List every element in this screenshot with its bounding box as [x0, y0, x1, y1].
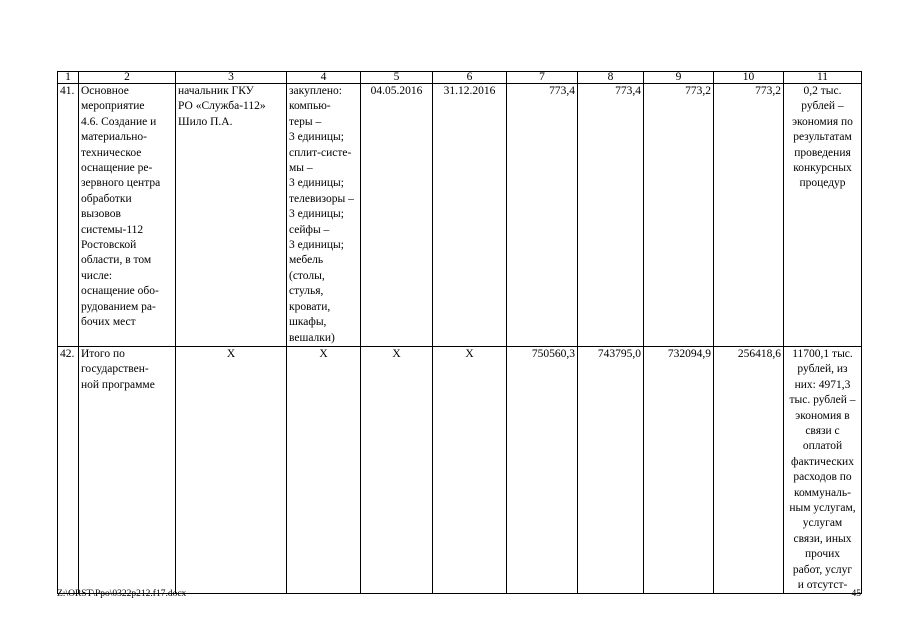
note-cell: 0,2 тыс. рублей – экономия по результатам проведения конкурсных процедур	[784, 84, 862, 347]
value-col9: 732094,9	[644, 346, 714, 594]
value-col9: 773,2	[644, 84, 714, 347]
value-col10: 256418,6	[714, 346, 784, 594]
x-mark: Х	[176, 346, 287, 594]
responsible-person: начальник ГКУ РО «Служба-112» Шило П.А.	[176, 84, 287, 347]
value-col10: 773,2	[714, 84, 784, 347]
header-cell: 8	[578, 72, 644, 84]
note-cell: 11700,1 тыс. рублей, из них: 4971,3 тыс. рублей – экономия в связи с оплатой фактических расходов по коммуналь- ным услугам, услугам связи, иных прочих работ, услуг и отсутст-	[784, 346, 862, 594]
x-mark: Х	[361, 346, 433, 594]
row-number: 41.	[58, 84, 79, 347]
value-col8: 743795,0	[578, 346, 644, 594]
measure-name: Итого по государствен- ной программе	[79, 346, 176, 594]
x-mark: Х	[287, 346, 361, 594]
header-cell: 3	[176, 72, 287, 84]
row-number: 42.	[58, 346, 79, 594]
start-date: 04.05.2016	[361, 84, 433, 347]
result-description: закуплено: компью- теры – 3 единицы; сплит-систе- мы – 3 единицы; телевизоры – 3 единицы; сейфы – 3 единицы; мебель (столы, стулья, кровати, шкафы, вешалки)	[287, 84, 361, 347]
header-cell: 7	[507, 72, 578, 84]
header-cell: 10	[714, 72, 784, 84]
table-row-41	[58, 84, 862, 347]
x-mark: Х	[433, 346, 507, 594]
header-row	[58, 72, 862, 84]
header-cell: 4	[287, 72, 361, 84]
header-cell: 6	[433, 72, 507, 84]
value-col8: 773,4	[578, 84, 644, 347]
header-cell: 2	[79, 72, 176, 84]
table-row-42	[58, 346, 862, 594]
header-cell: 9	[644, 72, 714, 84]
value-col7: 773,4	[507, 84, 578, 347]
header-cell: 1	[58, 72, 79, 84]
file-path: Z:\ORST\Ppo\0322p212.f17.docx	[57, 589, 187, 599]
measure-name: Основное мероприятие 4.6. Создание и материально- техническое оснащение ре- зервного центра обработки вызовов системы-112 Ростовской области, в том числе: оснащение обо- рудованием ра- бочих мест	[79, 84, 176, 347]
page-number: 45	[851, 589, 861, 599]
value-col7: 750560,3	[507, 346, 578, 594]
report-table	[57, 71, 862, 594]
header-cell: 5	[361, 72, 433, 84]
header-cell: 11	[784, 72, 862, 84]
end-date: 31.12.2016	[433, 84, 507, 347]
